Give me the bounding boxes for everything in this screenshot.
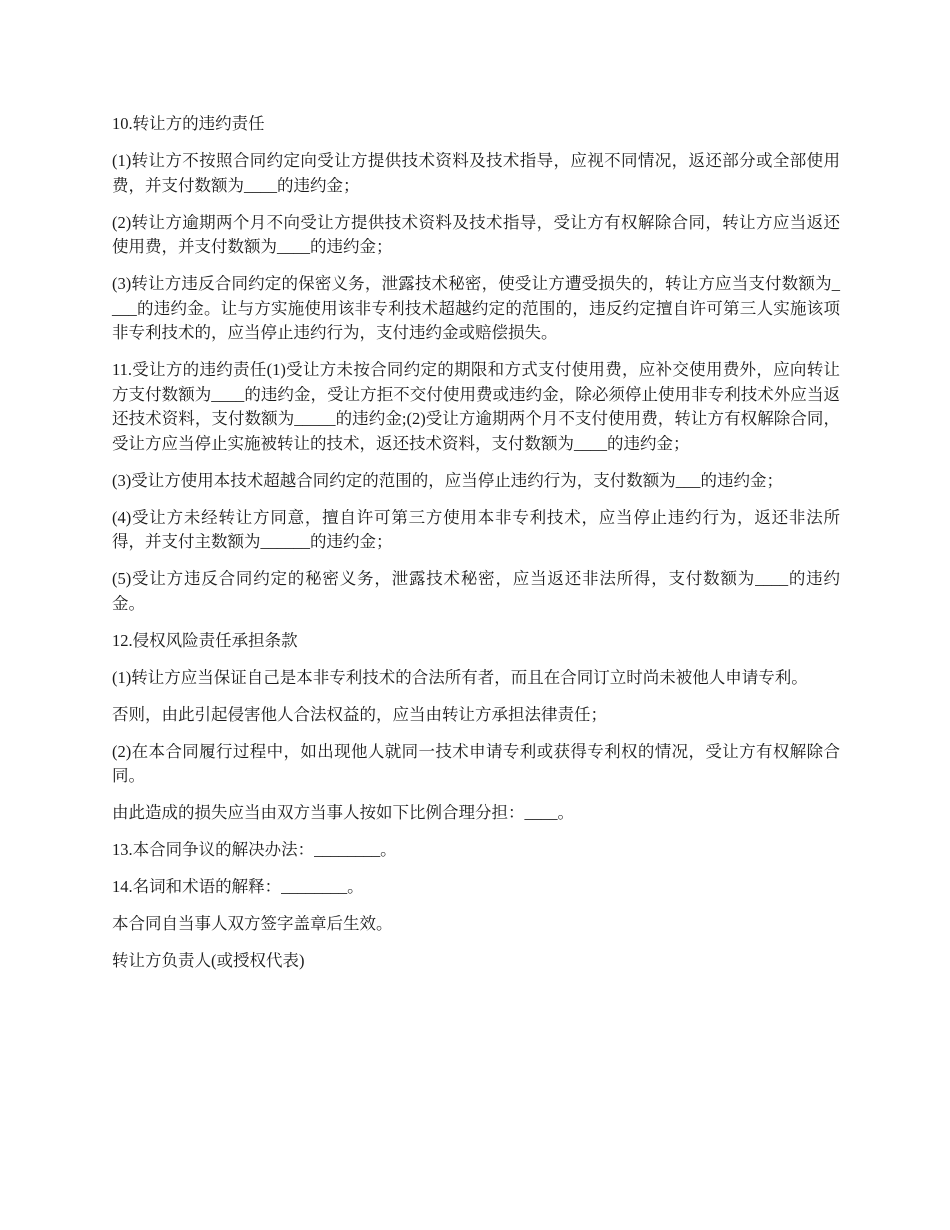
clause-paragraph: (5)受让方违反合同约定的秘密义务，泄露技术秘密，应当返还非法所得，支付数额为____的违约金。 bbox=[112, 569, 840, 613]
section-heading-infringement-risk: 12.侵权风险责任承担条款 bbox=[112, 630, 298, 650]
clause-paragraph: (3)受让方使用本技术超越合同约定的范围的，应当停止违约行为，支付数额为___的违约金； bbox=[112, 470, 783, 490]
clause-paragraph: (1)转让方应当保证自己是本非专利技术的合法所有者，而且在合同订立时尚未被他人申请专利。 bbox=[112, 667, 808, 687]
clause-paragraph: (2)转让方逾期两个月不向受让方提供技术资料及技术指导，受让方有权解除合同，转让方应当返还使用费，并支付数额为____的违约金； bbox=[112, 212, 840, 256]
clause-paragraph: 否则，由此引起侵害他人合法权益的，应当由转让方承担法律责任； bbox=[112, 704, 607, 724]
document-body bbox=[112, 112, 840, 986]
clause-paragraph: (1)转让方不按照合同约定向受让方提供技术资料及技术指导，应视不同情况，返还部分或全部使用费，并支付数额为____的违约金； bbox=[112, 151, 840, 195]
clause-paragraph: (4)受让方未经转让方同意，擅自许可第三方使用本非专利技术，应当停止违约行为，返还非法所得，并支付主数额为______的违约金； bbox=[112, 507, 840, 551]
clause-paragraph: (2)在本合同履行过程中，如出现他人就同一技术申请专利或获得专利权的情况，受让方有权解除合同。 bbox=[112, 741, 840, 785]
section-dispute-resolution: 13.本合同争议的解决办法：________。 bbox=[112, 840, 397, 859]
clause-paragraph: 由此造成的损失应当由双方当事人按如下比例合理分担：____。 bbox=[112, 803, 574, 822]
clause-paragraph: (3)转让方违反合同约定的保密义务，泄露技术秘密，使受让方遭受损失的，转让方应当支付数额为____的违约金。让与方实施使用该非专利技术超越约定的范围的，违反约定擅自许可第三人实施该项非专利技术的，应当停止违约行为，支付违约金或赔偿损失。 bbox=[112, 274, 840, 342]
section-terms-definitions: 14.名词和术语的解释：________。 bbox=[112, 877, 364, 896]
effective-clause: 本合同自当事人双方签字盖章后生效。 bbox=[112, 914, 393, 933]
section-heading-breach-transferor: 10.转让方的违约责任 bbox=[112, 114, 265, 133]
signature-label-transferor: 转让方负责人(或授权代表) bbox=[112, 951, 305, 970]
section-breach-transferee: 11.受让方的违约责任(1)受让方未按合同约定的期限和方式支付使用费，应补交使用费外，应向转让方支付数额为____的违约金，受让方拒不交付使用费或违约金，除必须停止使用非专利技术外应当返还技术资料，支付数额为_____的违约金;(2)受让方逾期两个月不支付使用费，转让方有权解除合同，受让方应当停止实施被转让的技术，返还技术资料，支付数额为____的违约金； bbox=[112, 360, 840, 453]
